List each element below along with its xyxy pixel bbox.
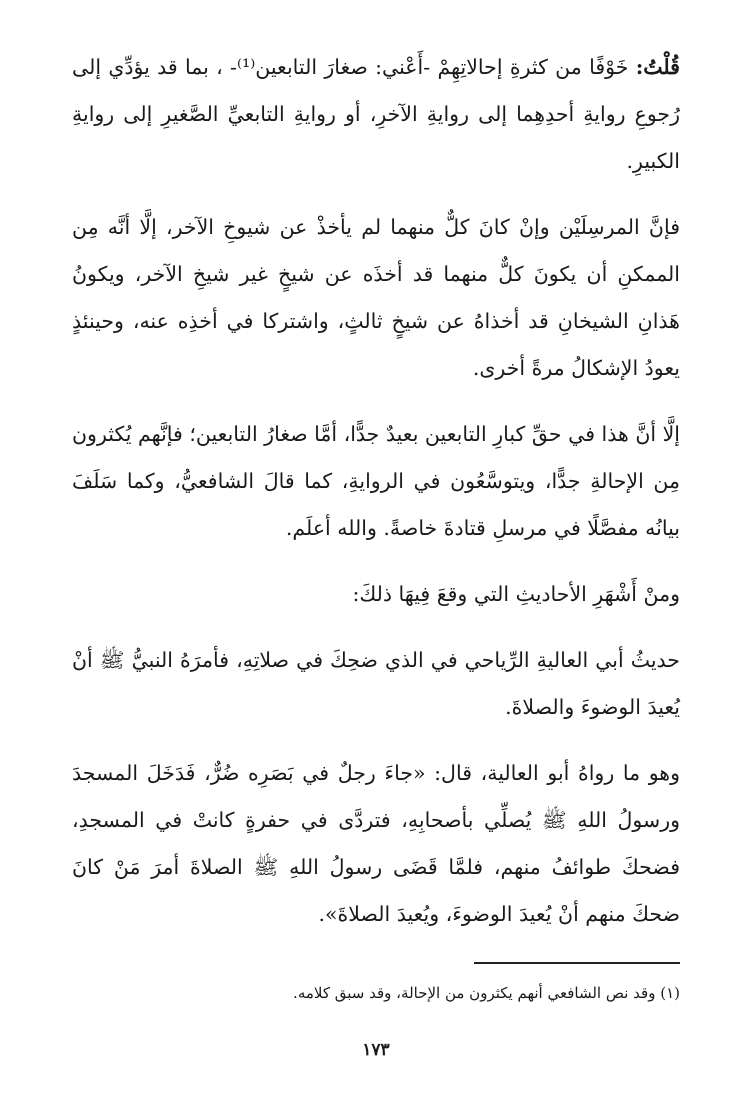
page-number: ١٧٣ xyxy=(362,1040,390,1060)
paragraph-1 xyxy=(72,44,680,185)
paragraph-4 xyxy=(72,571,680,618)
paragraph-5-text: حديثُ أبي العاليةِ الرِّياحي في الذي ضحِكَ في صلاتِهِ، فأمرَهُ النبيُّ ﷺ أنْ يُعيدَ الوضوءَ والصلاةَ. xyxy=(72,648,680,719)
paragraph-6 xyxy=(72,750,680,938)
paragraph-1-lead: قُلْتُ: xyxy=(635,55,680,79)
paragraph-6-text: وهو ما رواهُ أبو العالية، قال: «جاءَ رجلٌ في بَصَرِه ضُرٌّ، فَدَخَلَ المسجدَ ورسولُ اللهِ ﷺ يُصلِّي بأصحابِهِ، فتردَّى في حفرةٍ كانتْ في المسجدِ، فضحكَ طوائفُ منهم، فلمَّا قَضَى رسولُ اللهِ ﷺ الصلاةَ أمرَ مَنْ كانَ ضحكَ منهم أنْ يُعيدَ الوضوءَ، ويُعيدَ الصلاةَ». xyxy=(72,761,680,926)
footnote: (١) وقد نص الشافعي أنهم يكثرون من الإحالة، وقد سبق كلامه. xyxy=(293,984,680,1002)
paragraph-2 xyxy=(72,204,680,392)
paragraph-4-text: ومنْ أَشْهَرِ الأحاديثِ التي وقعَ فِيهَا ذلكَ: xyxy=(352,582,680,606)
paragraph-5 xyxy=(72,637,680,731)
page-body xyxy=(72,44,680,952)
paragraph-2-text: فإنَّ المرسِلَيْن وإنْ كانَ كلٌّ منهما لم يأخذْ عن شيوخِ الآخر، إلَّا أنَّه مِن الممكنِ أن يكونَ كلٌّ منهما قد أخذَه عن شيخٍ غير شيخِ الآخر، ويكونُ هَذانِ الشيخانِ قد أخذاهُ عن شيخٍ ثالثٍ، واشتركا في أخذِه عنه، وحينئذٍ يعودُ الإشكالُ مرةً أخرى. xyxy=(72,215,680,380)
paragraph-3 xyxy=(72,411,680,552)
paragraph-1-text: خَوْفًا من كثرةِ إحالاتِهِمْ -أَعْني: صغارَ التابعين⁽¹⁾- ، بما قد يؤدِّي إلى رُجوعِ روايةِ أحدِهِما إلى روايةِ الآخرِ، أو روايةِ التابعيِّ الصَّغيرِ إلى روايةِ الكبيرِ. xyxy=(72,55,680,173)
paragraph-3-text: إلَّا أنَّ هذا في حقِّ كبارِ التابعين بعيدٌ جدًّا، أمَّا صغارُ التابعين؛ فإنَّهم يُكثرون مِن الإحالةِ جدًّا، ويتوسَّعُون في الروايةِ، كما قالَ الشافعيُّ، وكما سَلَفَ بيانُه مفصَّلًا في مرسلِ قتادةَ خاصةً. والله أعلَم. xyxy=(72,422,680,540)
footnote-divider xyxy=(474,962,680,964)
